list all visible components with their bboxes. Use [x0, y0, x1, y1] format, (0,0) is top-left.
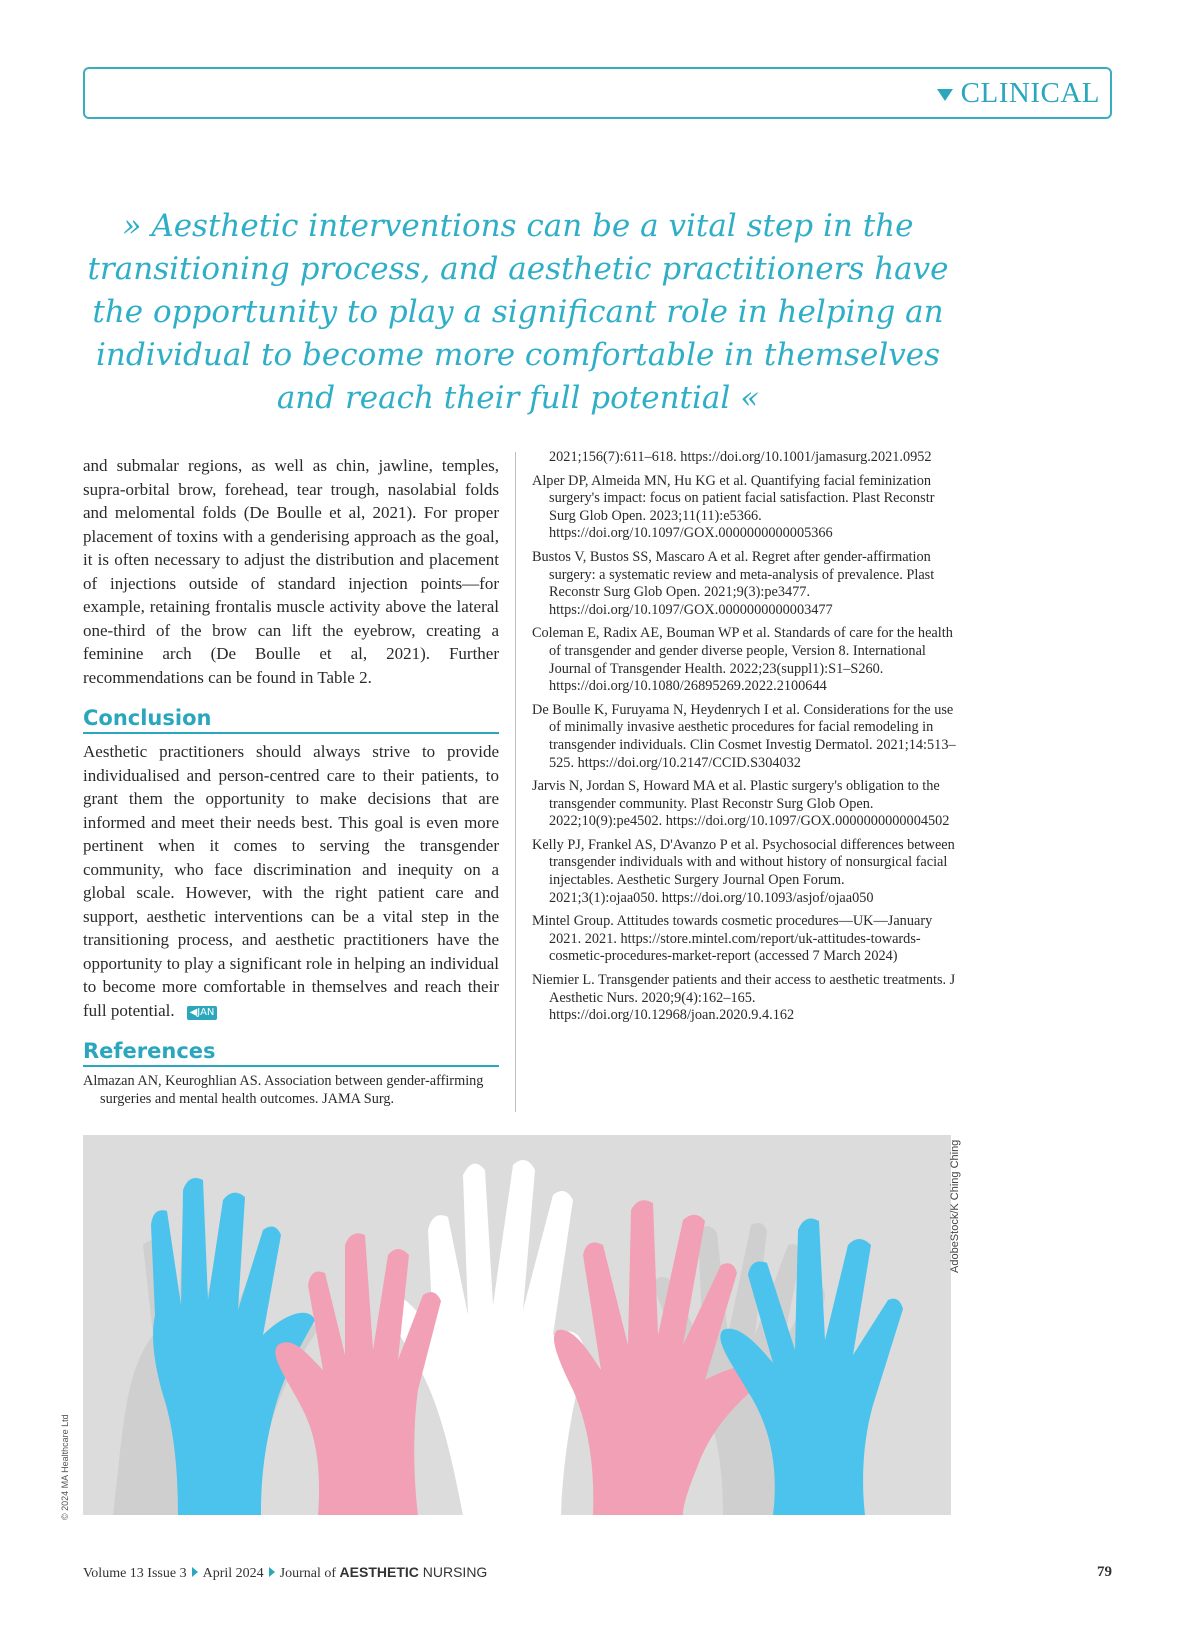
intro-paragraph: and submalar regions, as well as chin, jawline, temples, supra-orbital brow, forehead, tear trough, nasolabial folds and melomental folds (De Boulle et al, 2021). For proper placement of toxins with a genderising approach as the goal, it is often necessary to adjust the distribution and placement of injections outside of standard injection points—for example, retaining frontalis muscle activity above the lateral one-third of the brow can lift the eyebrow, creating a feminine arch (De Boulle et al, 2021). Further recommendations can be found in Table 2. [83, 456, 499, 687]
end-badge-label: JAN [197, 1006, 215, 1018]
pull-quote [83, 205, 953, 420]
reference-item: Bustos V, Bustos SS, Mascaro A et al. Regret after gender-affirmation surgery: a systematic review and meta-analysis of prevalence. Plast Reconstr Surg Glob Open. 2021;9(3):pe3477. https://doi.org/10.1097/GOX.0000000000003477 [532, 548, 935, 618]
right-column [532, 449, 957, 1031]
footer-journal-bold: AESTHETIC [339, 1564, 419, 1580]
reference-item: Kelly PJ, Frankel AS, D'Avanzo P et al. Psychosocial differences between transgender individuals with and without history of nonsurgical facial injectables. Aesthetic Surgery Journal Open Forum. 2021;3(1):ojaa050. https://doi.org/10.1093/asjof/ojaa050 [532, 836, 955, 906]
footer-journal-prefix: Journal of [279, 1566, 340, 1581]
reference-item: Jarvis N, Jordan S, Howard MA et al. Plastic surgery's obligation to the transgender community. Plast Reconstr Surg Glob Open. 2022;10(9):pe4502. https://doi.org/10.1097/GOX.0000000000004502 [532, 778, 950, 830]
section-label: CLINICAL [960, 77, 1100, 109]
page-footer [83, 1564, 1112, 1584]
hands-illustration [83, 1135, 951, 1515]
reference-item: Alper DP, Almeida MN, Hu KG et al. Quantifying facial feminization surgery's impact: focus on patient facial satisfaction. Plast Reconstr Surg Glob Open. 2023;11(11):e5366. https://doi.org/10.1097/GOX.0000000000005366 [532, 472, 935, 542]
footer-date: April 2024 [202, 1566, 264, 1581]
copyright-notice: © 2024 MA Healthcare Ltd [60, 1414, 70, 1520]
triangle-right-icon [269, 1567, 275, 1577]
hands-illustration-svg [83, 1135, 951, 1515]
pull-quote-open-mark: » [122, 208, 142, 244]
end-of-article-badge: ◀JAN [187, 1006, 218, 1020]
pull-quote-close-mark: « [740, 380, 760, 416]
section-tag [937, 77, 1100, 110]
photo-credit: AdobeStock/K Ching Ching [949, 1139, 961, 1273]
left-column [83, 454, 499, 1108]
references-heading: References [83, 1038, 499, 1067]
conclusion-heading: Conclusion [83, 705, 499, 734]
footer-journal-suffix: NURSING [418, 1564, 488, 1580]
pull-quote-text: Aesthetic interventions can be a vital step in the transitioning process, and aesthetic practitioners have the opportunity to play a significant role in helping an individual to become more comfortable in themselves and reach their full potential [87, 208, 949, 416]
footer-volume: Volume 13 Issue 3 [83, 1566, 187, 1581]
reference-item: Almazan AN, Keuroghlian AS. Association between gender-affirming surgeries and mental health outcomes. JAMA Surg. [83, 1073, 484, 1107]
column-divider [515, 452, 516, 1112]
conclusion-text: Aesthetic practitioners should always strive to provide individualised and person-centred care to their patients, to grant them the opportunity to make decisions that are informed and meet their needs best. This goal is even more pertinent when it comes to serving the transgender community, who face discrimination and inequity on a global scale. However, with the right patient care and support, aesthetic interventions can be a vital step in the transitioning process, and aesthetic practitioners have the opportunity to play a significant role in helping an individual to become more comfortable in themselves and reach their full potential. [83, 742, 499, 1020]
triangle-down-icon [937, 89, 953, 101]
reference-item-continued: 2021;156(7):611–618. https://doi.org/10.1001/jamasurg.2021.0952 [549, 449, 932, 465]
reference-item: Coleman E, Radix AE, Bouman WP et al. Standards of care for the health of transgender and gender diverse people, Version 8. International Journal of Transgender Health. 2022;23(suppl1):S1–S260. https://doi.org/10.1080/26895269.2022.2100644 [532, 625, 953, 695]
triangle-right-icon [192, 1567, 198, 1577]
reference-item: Mintel Group. Attitudes towards cosmetic procedures—UK—January 2021. 2021. https://store.mintel.com/report/uk-attitudes-towards-cosmetic-procedures-market-report (accessed 7 March 2024) [532, 913, 933, 965]
reference-item: De Boulle K, Furuyama N, Heydenrych I et al. Considerations for the use of minimally invasive aesthetic procedures for facial remodeling in transgender individuals. Clin Cosmet Investig Dermatol. 2021;14:513–525. https://doi.org/10.2147/CCID.S304032 [532, 701, 956, 771]
conclusion-paragraph [83, 740, 499, 1022]
reference-item: Niemier L. Transgender patients and their access to aesthetic treatments. J Aesthetic Nurs. 2020;9(4):162–165. https://doi.org/10.12968/joan.2020.9.4.162 [532, 972, 956, 1024]
page-number: 79 [1097, 1564, 1112, 1580]
section-header-box [83, 67, 1112, 119]
